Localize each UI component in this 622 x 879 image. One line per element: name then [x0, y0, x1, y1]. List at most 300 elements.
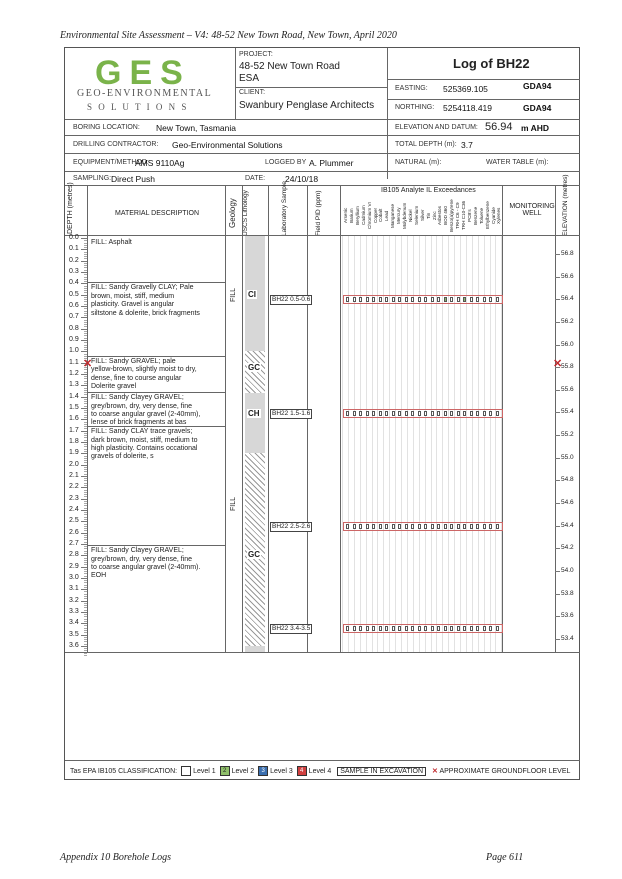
depth-minor-tick — [84, 469, 87, 470]
depth-minor-tick — [84, 467, 87, 468]
elevation-tick-label: 54.6 — [561, 499, 574, 507]
depth-minor-tick — [84, 258, 87, 259]
depth-minor-tick — [84, 378, 87, 379]
depth-minor-tick — [84, 449, 87, 450]
depth-minor-tick — [84, 301, 87, 302]
description-line: to coarse angular gravel (2-40mm). — [91, 563, 201, 571]
boring-location-value: New Town, Tasmania — [156, 123, 237, 133]
depth-tick-label: 0.1 — [69, 245, 79, 253]
depth-minor-tick — [84, 569, 87, 570]
exceedance-cell — [418, 297, 421, 302]
depth-tick — [81, 385, 87, 386]
logged-by-label: LOGGED BY — [265, 159, 307, 166]
elevation-tick-label: 55.6 — [561, 385, 574, 393]
exceedance-cell — [359, 626, 362, 631]
depth-minor-tick — [84, 598, 87, 599]
exceedance-cell — [463, 626, 466, 631]
exceedance-cell — [496, 524, 499, 529]
depth-minor-tick — [84, 417, 87, 418]
depth-minor-tick — [84, 437, 87, 438]
easting-label: EASTING: — [395, 85, 428, 92]
analyte-header: Cadmium — [360, 205, 366, 226]
depth-tick-label: 0.0 — [69, 234, 79, 241]
depth-minor-tick — [84, 639, 87, 640]
exceedance-cell — [418, 411, 421, 416]
legend-level4-box: 4 — [297, 766, 307, 776]
exceedance-cell — [483, 297, 486, 302]
depth-minor-tick — [84, 383, 87, 384]
depth-minor-tick — [84, 299, 87, 300]
elevation-tick-label: 56.2 — [561, 317, 574, 325]
analyte-header: Ethylbenzene — [484, 201, 490, 230]
description-line: lense of brick fragments at bas — [91, 419, 187, 427]
depth-minor-tick — [84, 462, 87, 463]
exceedance-cell — [353, 524, 356, 529]
depth-minor-tick — [84, 326, 87, 327]
exceedance-cell — [463, 297, 466, 302]
depth-minor-tick — [84, 263, 87, 264]
depth-tick-label: 1.9 — [69, 449, 79, 457]
depth-tick-label: 3.2 — [69, 596, 79, 604]
depth-tick — [81, 623, 87, 624]
analyte-header: Manganese — [390, 203, 396, 228]
logged-by-value: A. Plummer — [309, 158, 354, 168]
description-line: dense, fine to course angular — [91, 374, 182, 382]
legend-sample: SAMPLE IN EXCAVATION — [337, 767, 426, 776]
exceedance-cell — [385, 297, 388, 302]
depth-tick — [81, 431, 87, 432]
elevation-tick — [555, 480, 560, 481]
col-lab: Laboratory Sample — [281, 181, 288, 236]
depth-minor-tick — [84, 605, 87, 606]
depth-tick — [81, 329, 87, 330]
date-label: DATE: — [245, 175, 266, 182]
depth-minor-tick — [84, 650, 87, 651]
page-footer-right: Page 611 — [486, 852, 524, 863]
analyte-header: Barium — [348, 208, 354, 223]
depth-minor-tick — [84, 320, 87, 321]
depth-minor-tick — [84, 354, 87, 355]
exceedance-cell — [346, 297, 349, 302]
depth-minor-tick — [84, 580, 87, 581]
exceedance-cell — [359, 297, 362, 302]
elevation-tick — [555, 412, 560, 413]
material-description — [91, 394, 200, 428]
depth-minor-tick — [84, 587, 87, 588]
col-material: MATERIAL DESCRIPTION — [115, 210, 200, 217]
legend-ground: APPROXIMATE GROUNDFLOOR LEVEL — [439, 767, 571, 775]
description-line: FILL: Sandy Clayey GRAVEL; — [91, 394, 184, 402]
description-line: EOH — [91, 572, 107, 580]
description-line: yellow-brown, slightly moist to dry, — [91, 366, 197, 374]
depth-tick — [81, 249, 87, 250]
drilling-contractor-label: DRILLING CONTRACTOR: — [73, 141, 159, 148]
depth-tick — [81, 510, 87, 511]
depth-tick-label: 2.0 — [69, 460, 79, 468]
depth-minor-tick — [84, 342, 87, 343]
depth-tick-label: 0.8 — [69, 324, 79, 332]
depth-minor-tick — [84, 311, 87, 312]
depth-minor-tick — [84, 508, 87, 509]
analyte-header: Nickel — [407, 209, 413, 222]
depth-minor-tick — [84, 648, 87, 649]
exceedance-cell — [353, 411, 356, 416]
depth-minor-tick — [84, 471, 87, 472]
northing-datum: GDA94 — [523, 103, 552, 113]
analyte-header: TRH C6 - C9 — [455, 202, 461, 229]
exceedance-cell — [411, 524, 414, 529]
depth-minor-tick — [84, 458, 87, 459]
col-pid: Field PID (ppm) — [315, 190, 322, 236]
logo-letters: GES — [95, 54, 191, 92]
depth-minor-tick — [84, 576, 87, 577]
depth-minor-tick — [84, 641, 87, 642]
description-line: FILL: Sandy Gravelly CLAY; Pale — [91, 284, 194, 292]
depth-minor-tick — [84, 573, 87, 574]
lab-sample: BH22 0.5-0.6 — [272, 296, 311, 304]
northing-value: 5254118.419 — [443, 103, 493, 113]
depth-minor-tick — [84, 401, 87, 402]
analyte-header: Zinc — [431, 211, 437, 220]
legend-level3: Level 3 — [270, 767, 293, 775]
depth-minor-tick — [84, 655, 87, 656]
depth-minor-tick — [84, 460, 87, 461]
exceedance-cell — [444, 297, 447, 302]
description-divider — [87, 282, 225, 283]
depth-minor-tick — [84, 247, 87, 248]
description-line: brown, moist, stiff, medium — [91, 292, 175, 300]
equipment-label: EQUIPMENT/METHOD: — [73, 159, 149, 166]
depth-tick-label: 1.1 — [69, 358, 79, 366]
depth-minor-tick — [84, 526, 87, 527]
elevation-tick-label: 53.8 — [561, 589, 574, 597]
log-title: Log of BH22 — [453, 56, 530, 71]
project-value-2: ESA — [239, 73, 260, 84]
depth-minor-tick — [84, 270, 87, 271]
depth-tick — [81, 351, 87, 352]
depth-minor-tick — [84, 322, 87, 323]
depth-tick — [81, 476, 87, 477]
depth-tick-label: 1.0 — [69, 347, 79, 355]
analyte-header: Mercury — [396, 207, 402, 224]
depth-tick — [81, 555, 87, 556]
depth-minor-tick — [84, 349, 87, 350]
exceedance-cell — [424, 297, 427, 302]
depth-tick-label: 2.4 — [69, 505, 79, 513]
depth-minor-tick — [84, 558, 87, 559]
depth-tick-label: 3.4 — [69, 619, 79, 627]
depth-tick-label: 2.9 — [69, 562, 79, 570]
legend-level4: Level 4 — [308, 767, 332, 775]
equipment-value: AMS 9110Ag — [135, 158, 185, 168]
uscs-code: CI — [248, 289, 256, 299]
exceedance-cell — [450, 297, 453, 302]
easting-datum: GDA94 — [523, 81, 552, 91]
exceedance-cell — [366, 297, 369, 302]
depth-minor-tick — [84, 560, 87, 561]
elevation-tick — [555, 299, 560, 300]
depth-tick-label: 2.8 — [69, 551, 79, 559]
elevation-tick-label: 56.6 — [561, 272, 574, 280]
depth-minor-tick — [84, 286, 87, 287]
lab-sample: BH22 2.5-2.6 — [272, 522, 311, 530]
elevation-tick-label: 54.4 — [561, 521, 574, 529]
elevation-tick — [555, 503, 560, 504]
analyte-header: Benzo(a)pyrene — [449, 199, 455, 232]
exceedance-cell — [457, 297, 460, 302]
depth-tick-label: 2.6 — [69, 528, 79, 536]
elevation-tick — [555, 277, 560, 278]
description-line: dark brown, moist, stiff, medium to — [91, 436, 198, 444]
description-line: grey/brown, dry, very dense, fine — [91, 555, 193, 563]
exceedance-cell — [457, 626, 460, 631]
depth-tick — [81, 601, 87, 602]
depth-tick — [81, 442, 87, 443]
depth-tick — [81, 567, 87, 568]
water-table-label: WATER TABLE (m): — [486, 159, 549, 166]
legend-level2: Level 2 — [231, 767, 255, 775]
depth-minor-tick — [84, 630, 87, 631]
exceedance-row — [343, 409, 503, 418]
elevation-tick-label: 55.8 — [561, 363, 574, 371]
legend-level3-box: 3 — [258, 766, 268, 776]
depth-tick — [81, 589, 87, 590]
depth-tick — [81, 261, 87, 262]
depth-minor-tick — [84, 485, 87, 486]
exceedance-cell — [444, 626, 447, 631]
depth-minor-tick — [84, 347, 87, 348]
depth-minor-tick — [84, 644, 87, 645]
northing-label: NORTHING: — [395, 104, 435, 111]
uscs-code: GC — [248, 550, 260, 560]
depth-minor-tick — [84, 551, 87, 552]
depth-tick-label: 3.1 — [69, 585, 79, 593]
depth-minor-tick — [84, 505, 87, 506]
analyte-header: Cyanide — [490, 207, 496, 224]
borehole-log-sheet — [64, 47, 580, 780]
exceedance-cell — [353, 626, 356, 631]
elevation-unit: m AHD — [521, 123, 550, 133]
exceedance-cell — [379, 626, 382, 631]
depth-minor-tick — [84, 478, 87, 479]
description-line: FILL: Asphalt — [91, 239, 132, 246]
depth-minor-tick — [84, 653, 87, 654]
material-description — [91, 358, 197, 392]
depth-minor-tick — [84, 422, 87, 423]
depth-minor-tick — [84, 539, 87, 540]
elevation-tick — [555, 616, 560, 617]
page-header: Environmental Site Assessment – V4: 48-52 New Town Road, New Town, April 2020 — [60, 30, 397, 41]
depth-minor-tick — [84, 254, 87, 255]
analyte-header: Cobalt — [378, 208, 384, 223]
description-line: siltstone & dolerite, brick fragments — [91, 309, 200, 317]
analyte-header: Selenium — [413, 205, 419, 226]
depth-minor-tick — [84, 637, 87, 638]
analyte-header: Xylenes — [496, 207, 502, 224]
depth-tick — [81, 419, 87, 420]
client-value: Swanbury Penglase Architects — [239, 100, 375, 111]
exceedance-cell — [483, 524, 486, 529]
depth-minor-tick — [84, 245, 87, 246]
exceedance-cell — [437, 626, 440, 631]
depth-tick-label: 1.5 — [69, 403, 79, 411]
depth-minor-tick — [84, 530, 87, 531]
depth-tick — [81, 465, 87, 466]
depth-minor-tick — [84, 290, 87, 291]
logo-line2: S O L U T I O N S — [87, 102, 189, 112]
legend-title: Tas EPA IB105 CLASSIFICATION: — [70, 767, 178, 775]
depth-minor-tick — [84, 381, 87, 382]
elevation-tick — [555, 435, 560, 436]
depth-minor-tick — [84, 256, 87, 257]
elevation-tick-label: 53.4 — [561, 635, 574, 643]
legend — [70, 766, 570, 776]
elevation-tick-label: 56.8 — [561, 249, 574, 257]
exceedance-cell — [392, 411, 395, 416]
depth-tick — [81, 635, 87, 636]
exceedance-cell — [366, 626, 369, 631]
depth-tick — [81, 646, 87, 647]
depth-tick — [81, 533, 87, 534]
depth-minor-tick — [84, 406, 87, 407]
description-line: FILL: Sandy Clayey GRAVEL; — [91, 547, 184, 555]
elevation-tick-label: 56.0 — [561, 340, 574, 348]
depth-tick — [81, 408, 87, 409]
depth-minor-tick — [84, 542, 87, 543]
exceedance-cell — [457, 524, 460, 529]
elevation-tick-label: 54.0 — [561, 567, 574, 575]
legend-level1: Level 1 — [193, 767, 216, 775]
depth-minor-tick — [84, 308, 87, 309]
depth-minor-tick — [84, 571, 87, 572]
exceedance-cell — [431, 626, 434, 631]
easting-value: 525369.105 — [443, 84, 488, 94]
elevation-tick-label: 56.4 — [561, 295, 574, 303]
depth-minor-tick — [84, 313, 87, 314]
depth-minor-tick — [84, 494, 87, 495]
exceedance-cell — [476, 411, 479, 416]
description-divider — [87, 426, 225, 427]
uscs-code: GC — [248, 363, 260, 373]
exceedance-cell — [411, 297, 414, 302]
depth-minor-tick — [84, 553, 87, 554]
depth-tick-label: 2.1 — [69, 471, 79, 479]
depth-tick-label: 3.6 — [69, 641, 79, 649]
depth-tick-label: 1.3 — [69, 381, 79, 389]
analyte-header: TRH C10-C36 — [461, 200, 466, 231]
exceedance-cell — [437, 411, 440, 416]
exceedance-cell — [392, 524, 395, 529]
depth-tick — [81, 340, 87, 341]
depth-minor-tick — [84, 324, 87, 325]
depth-minor-tick — [84, 252, 87, 253]
depth-tick-label: 0.2 — [69, 256, 79, 264]
depth-minor-tick — [84, 490, 87, 491]
depth-minor-tick — [84, 492, 87, 493]
exceedance-cell — [418, 524, 421, 529]
depth-tick — [81, 306, 87, 307]
exceedance-cell — [496, 297, 499, 302]
depth-tick-label: 0.5 — [69, 290, 79, 298]
natural-label: NATURAL (m): — [395, 159, 442, 166]
exceedance-cell — [457, 411, 460, 416]
client-label: CLIENT: — [239, 89, 266, 96]
description-divider — [87, 545, 225, 546]
elevation-tick — [555, 322, 560, 323]
depth-minor-tick — [84, 288, 87, 289]
exceedance-cell — [359, 411, 362, 416]
analyte-header: Beryllium — [354, 206, 360, 225]
elevation-tick — [555, 594, 560, 595]
analyte-header: Silver — [419, 209, 425, 222]
depth-minor-tick — [84, 621, 87, 622]
depth-minor-tick — [84, 632, 87, 633]
exceedance-cell — [489, 411, 492, 416]
depth-tick — [81, 397, 87, 398]
exceedance-cell — [346, 524, 349, 529]
depth-minor-tick — [84, 372, 87, 373]
exceedance-cell — [398, 626, 401, 631]
depth-minor-tick — [84, 292, 87, 293]
description-line: high plasticity. Contains occational — [91, 445, 198, 453]
exceedance-cell — [405, 297, 408, 302]
analyte-header: Copper — [372, 207, 378, 224]
elevation-tick — [555, 254, 560, 255]
col-uscs: USCS Lithology — [242, 190, 249, 236]
material-description — [91, 547, 200, 581]
elevation-tick-label: 55.2 — [561, 431, 574, 439]
geology-label: FILL — [230, 497, 237, 512]
exceedance-cell — [424, 524, 427, 529]
depth-minor-tick — [84, 585, 87, 586]
depth-minor-tick — [84, 528, 87, 529]
exceedance-cell — [346, 626, 349, 631]
depth-minor-tick — [84, 512, 87, 513]
exceedance-cell — [431, 524, 434, 529]
depth-tick-label: 1.4 — [69, 392, 79, 400]
depth-minor-tick — [84, 390, 87, 391]
page-footer-left: Appendix 10 Borehole Logs — [60, 852, 172, 863]
depth-minor-tick — [84, 279, 87, 280]
exceedance-cell — [398, 524, 401, 529]
depth-minor-tick — [84, 537, 87, 538]
exceedance-cell — [372, 524, 375, 529]
depth-minor-tick — [84, 610, 87, 611]
exceedance-cell — [424, 626, 427, 631]
elevation-tick-label: 54.8 — [561, 476, 574, 484]
sampling-value: Direct Push — [111, 174, 155, 184]
elevation-tick — [555, 639, 560, 640]
depth-minor-tick — [84, 503, 87, 504]
depth-tick-label: 0.3 — [69, 267, 79, 275]
exceedance-cell — [476, 297, 479, 302]
elevation-tick-label: 53.6 — [561, 612, 574, 620]
exceedance-cell — [411, 626, 414, 631]
exceedance-cell — [372, 626, 375, 631]
depth-minor-tick — [84, 277, 87, 278]
depth-minor-tick — [84, 435, 87, 436]
exceedance-cell — [444, 411, 447, 416]
exceedance-cell — [398, 297, 401, 302]
depth-minor-tick — [84, 474, 87, 475]
depth-tick-label: 1.6 — [69, 415, 79, 423]
depth-minor-tick — [84, 607, 87, 608]
description-line: plasticity. Gravel is angular — [91, 301, 175, 309]
exceedance-cell — [431, 411, 434, 416]
depth-minor-tick — [84, 446, 87, 447]
depth-minor-tick — [84, 297, 87, 298]
exceedance-cell — [385, 524, 388, 529]
